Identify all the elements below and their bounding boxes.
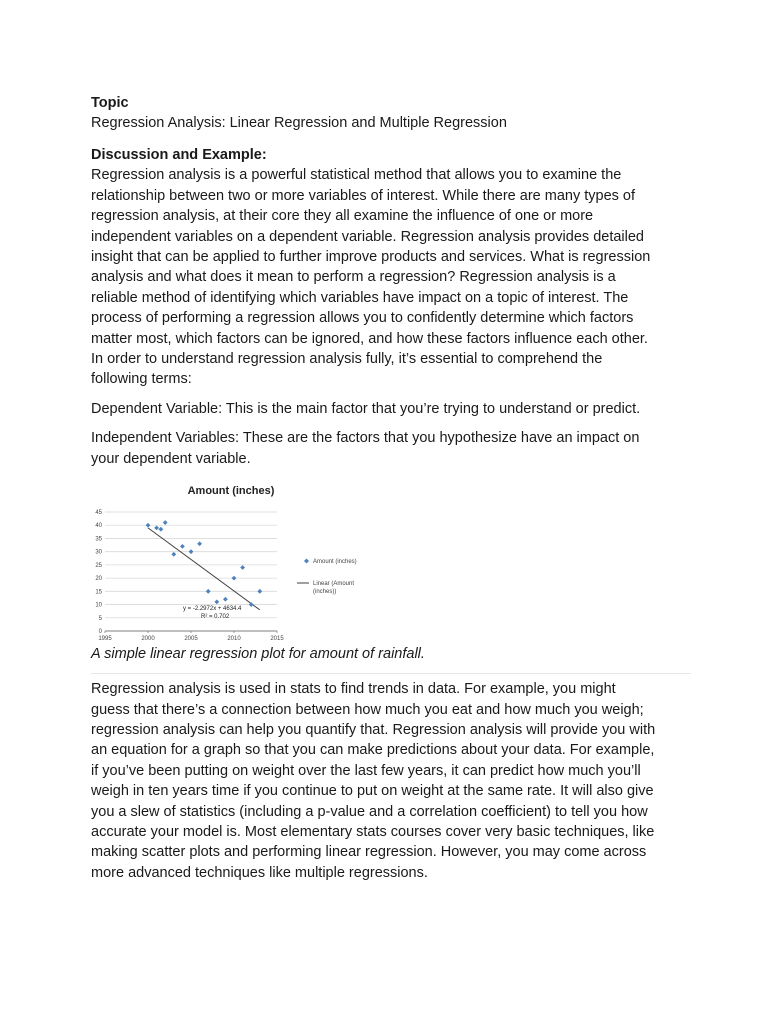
text-line: independent variables on a dependent variable. Regression analysis provides detailed <box>91 228 644 245</box>
data-point <box>257 589 262 594</box>
rainfall-chart <box>91 481 357 642</box>
data-point <box>197 541 202 546</box>
data-point <box>163 520 168 525</box>
y-tick-label: 30 <box>95 549 102 556</box>
dependent-variable-definition: Dependent Variable: This is the main factor that you’re trying to understand or predict. <box>91 400 641 417</box>
text-line: accurate your model is. Most elementary stats courses cover very basic techniques, like <box>91 823 655 840</box>
intro-paragraph <box>91 165 691 389</box>
text-line: your dependent variable. <box>91 450 251 467</box>
text-line: making scatter plots and performing linear regression. However, you may come across <box>91 844 647 861</box>
data-point <box>189 549 194 554</box>
text-line: relationship between two or more variables of interest. While there are many types of <box>91 187 636 204</box>
data-point <box>171 552 176 557</box>
data-point <box>240 565 245 570</box>
x-tick-label: 2005 <box>184 636 198 642</box>
y-tick-label: 10 <box>95 602 102 609</box>
text-line: you a slew of statistics (including a p-value and a correlation coefficient) to tell you how <box>91 803 648 820</box>
text-line: regression analysis, at their core they all examine the influence of one or more <box>91 208 594 225</box>
topic-title: Regression Analysis: Linear Regression and Multiple Regression <box>91 115 507 131</box>
text-line: weigh in ten years time if you continue to put on weight at the same rate. It will also give <box>91 783 654 800</box>
data-point <box>146 523 151 528</box>
text-line: guess that there’s a connection between how much you eat and how much you weigh; <box>91 701 644 718</box>
text-line: following terms: <box>91 371 192 388</box>
data-point <box>223 597 228 602</box>
y-tick-label: 25 <box>95 562 102 569</box>
data-point <box>159 527 164 532</box>
topic-heading: Topic <box>91 95 129 111</box>
data-point <box>180 544 185 549</box>
text-line: an equation for a graph so that you can make predictions about your data. For example, <box>91 742 655 759</box>
y-tick-label: 20 <box>95 576 102 583</box>
text-line: In order to understand regression analysis fully, it’s essential to comprehend the <box>91 351 603 368</box>
closing-paragraph <box>91 673 691 883</box>
text-line: Independent Variables: These are the factors that you hypothesize have an impact on <box>91 430 640 447</box>
y-tick-label: 0 <box>98 629 102 636</box>
text-line: regression analysis can help you quantify that. Regression analysis will provide you with <box>91 721 656 738</box>
legend-trend-label-line: (inches)) <box>313 589 337 596</box>
text-line: analysis and what does it mean to perform a regression? Regression analysis is a <box>91 269 616 286</box>
x-tick-label: 1995 <box>98 636 112 642</box>
text-line: Regression analysis is a powerful statistical method that allows you to examine the <box>91 167 622 184</box>
y-tick-label: 45 <box>95 510 102 517</box>
x-tick-label: 2015 <box>270 636 284 642</box>
document-body <box>91 93 691 883</box>
y-tick-label: 40 <box>95 523 102 530</box>
data-point <box>154 526 159 531</box>
rainfall-chart-svg <box>91 481 391 641</box>
y-tick-label: 35 <box>95 536 102 543</box>
chart-title: Amount (inches) <box>187 485 275 498</box>
y-tick-label: 15 <box>95 589 102 596</box>
text-line: if you’ve been putting on weight over the last few years, it can predict how much you’ll <box>91 762 641 779</box>
y-tick-label: 5 <box>98 615 102 622</box>
text-line: insight that can be applied to further improve products and services. What is regression <box>91 249 651 266</box>
trendline-r-squared: R² = 0.702 <box>201 614 230 621</box>
data-point <box>206 589 211 594</box>
data-point <box>232 576 237 581</box>
text-line: reliable method of identifying which variables have impact on a topic of interest. The <box>91 289 629 306</box>
text-line: more advanced techniques like multiple regressions. <box>91 864 428 881</box>
legend-trend-label-line: Linear (Amount <box>313 581 355 588</box>
text-line: process of performing a regression allows you to confidently determine which factors <box>91 310 634 327</box>
trendline-equation: y = -2.2972x + 4634.4 <box>183 606 242 613</box>
chart-caption: A simple linear regression plot for amount of rainfall. <box>91 646 425 663</box>
x-tick-label: 2000 <box>141 636 155 642</box>
chart-legend <box>297 559 357 596</box>
x-tick-label: 2010 <box>227 636 241 642</box>
text-line: Regression analysis is used in stats to find trends in data. For example, you might <box>91 681 616 698</box>
legend-series-label: Amount (inches) <box>313 559 357 566</box>
text-line: matter most, which factors can be ignored, and how these factors influence each other. <box>91 330 648 347</box>
discussion-heading: Discussion and Example: <box>91 147 267 164</box>
independent-variables-definition <box>91 428 691 469</box>
data-point <box>214 600 219 605</box>
legend-marker-diamond <box>304 559 309 564</box>
